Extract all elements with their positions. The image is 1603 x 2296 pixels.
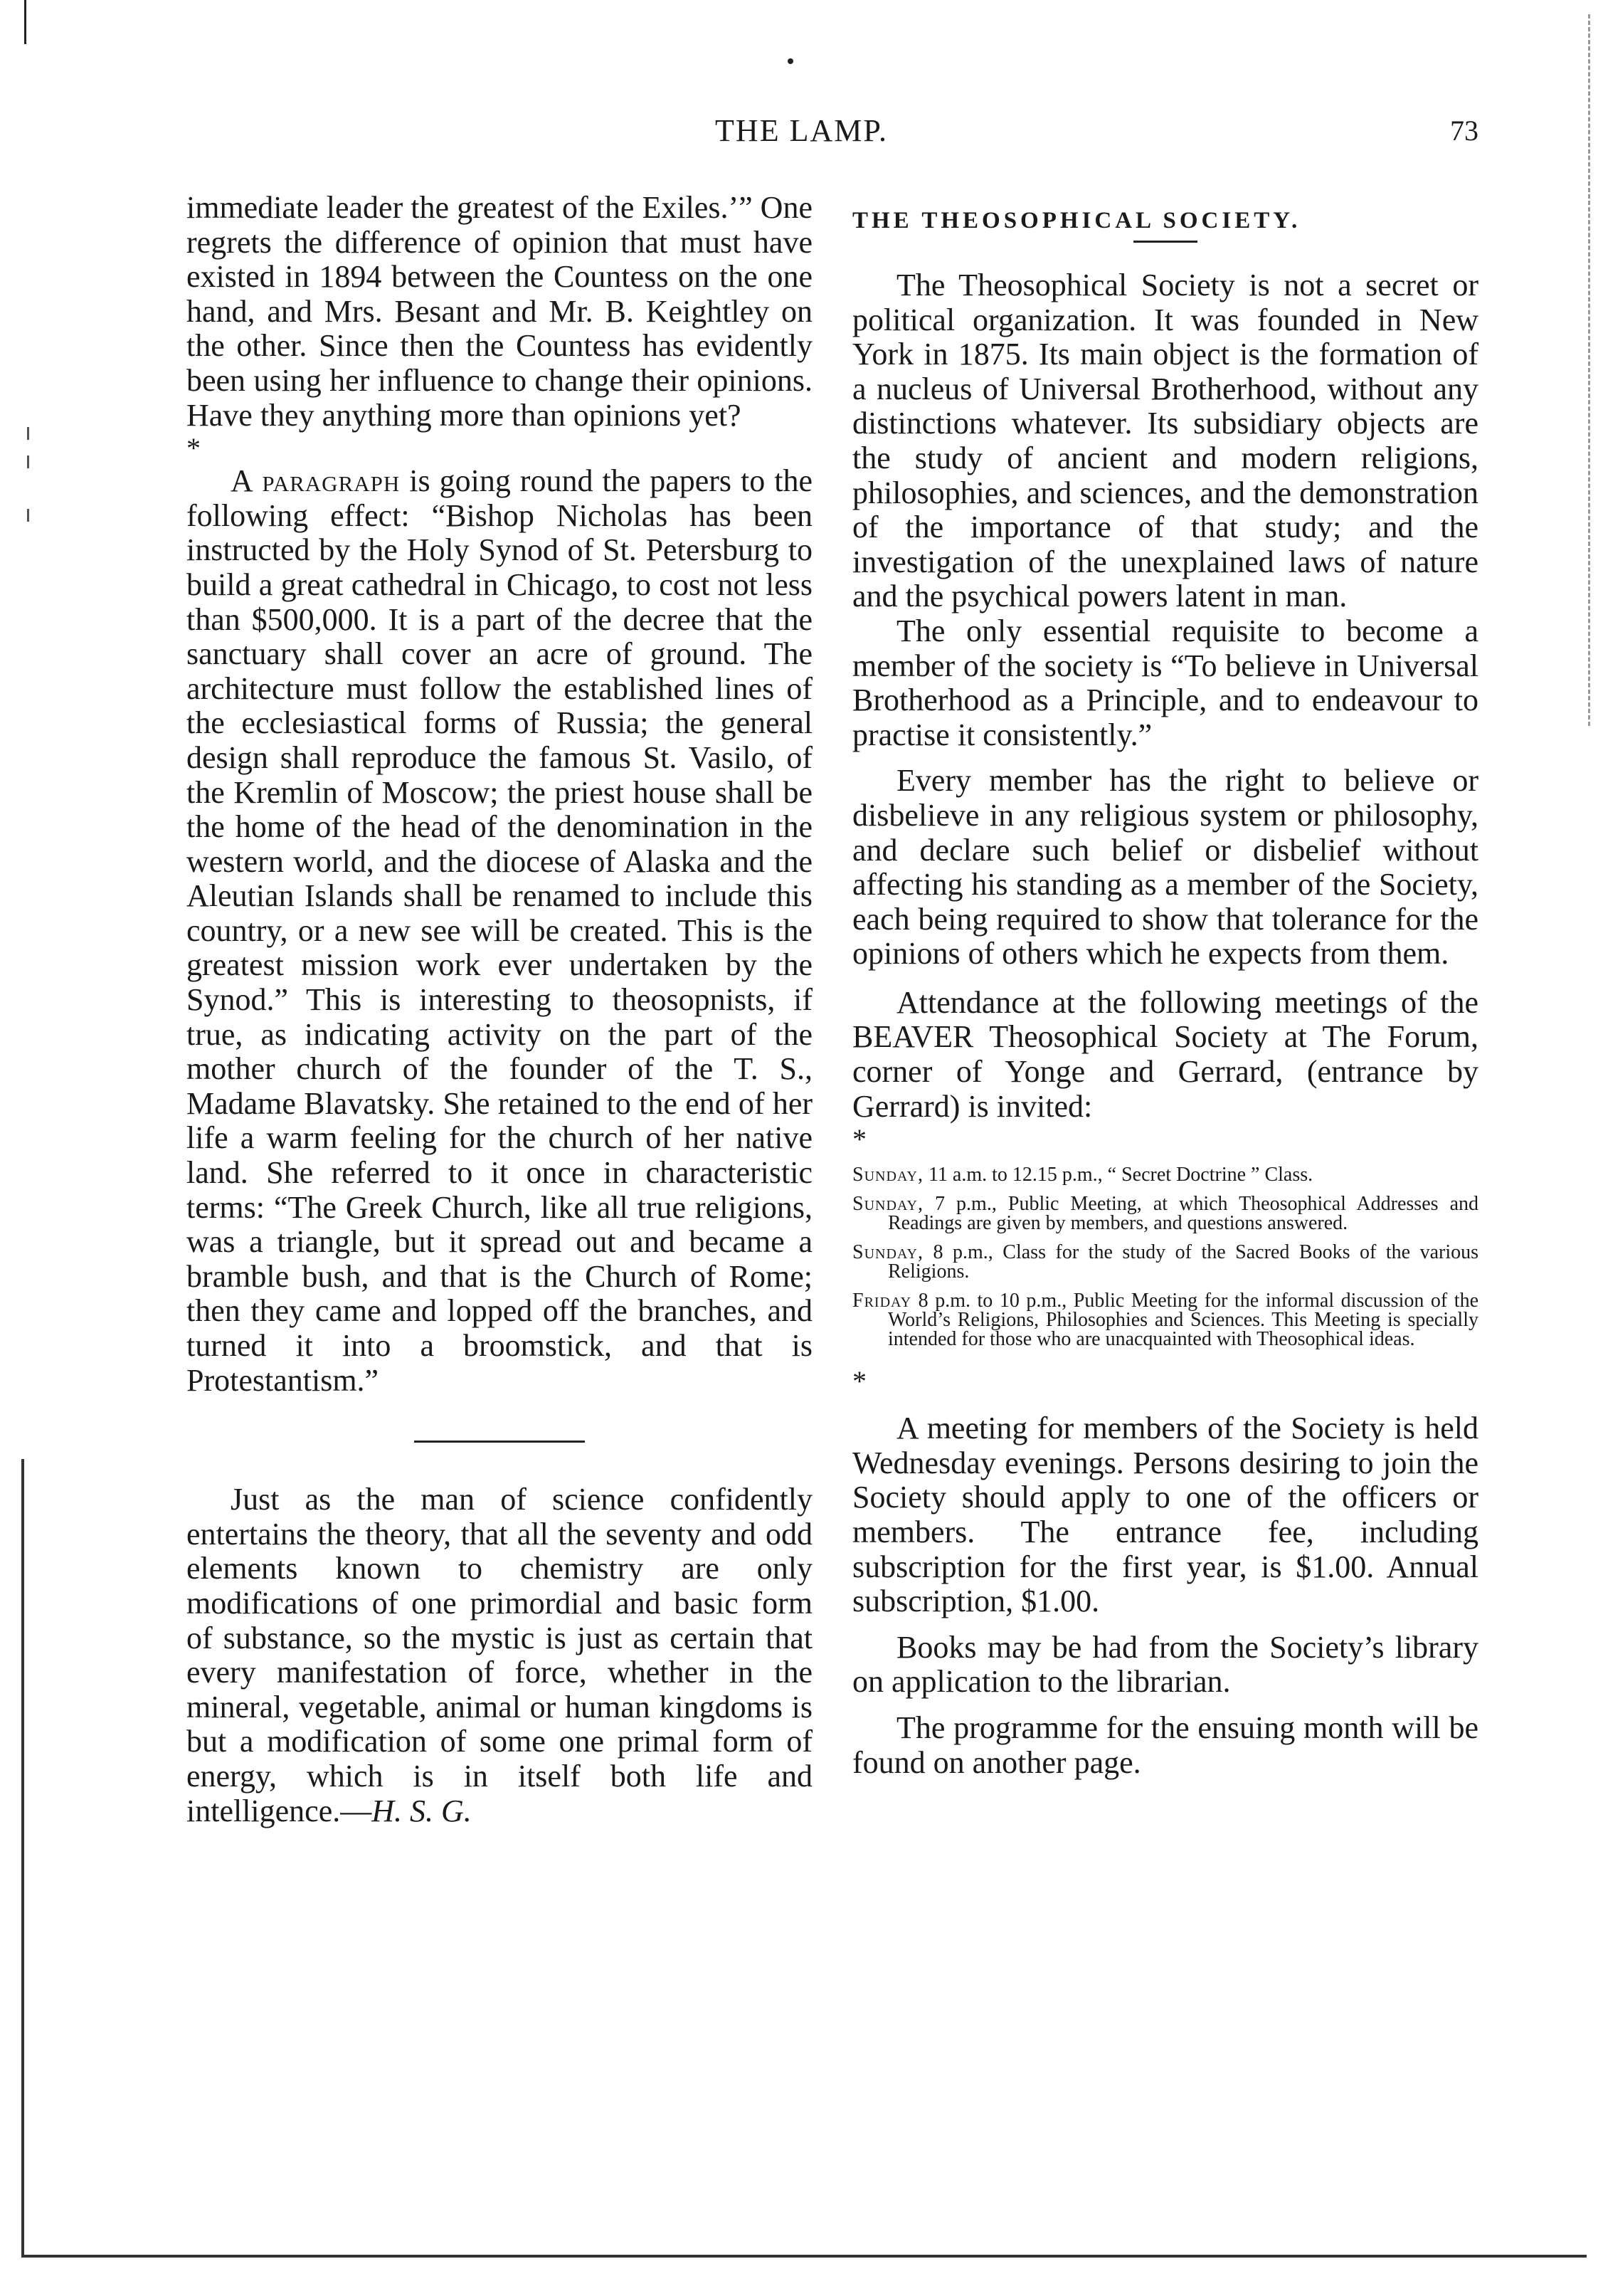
meeting-day: Friday <box>852 1290 912 1312</box>
meeting-item <box>852 1165 1478 1184</box>
meeting-text: 11 a.m. to 12.15 p.m., “ Secret Doctrine ” Class. <box>923 1164 1313 1186</box>
right-paragraph-7: The programme for the ensuing month will be found on another page. <box>852 1710 1478 1780</box>
meeting-text: 7 p.m., Public Meeting, at which Theosophical Addresses and Readings are given by members, and questions answered. <box>888 1193 1478 1235</box>
article-title: THE THEOSOPHICAL SOCIETY. <box>852 208 1301 233</box>
right-paragraph-6: Books may be had from the Society’s library on application to the librarian. <box>852 1629 1478 1700</box>
meeting-item <box>852 1194 1478 1233</box>
author-signature: H. S. G. <box>371 1793 472 1828</box>
meeting-day: Sunday, <box>852 1241 924 1264</box>
left-column <box>186 191 813 1828</box>
meeting-text: 8 p.m. to 10 p.m., Public Meeting for the informal discussion of the World’s Religions, Philosophies and Sciences. This Meeting is specially intended for those who are unacquainted with Theosophical ideas. <box>888 1290 1478 1351</box>
right-paragraph-4: Attendance at the following meetings of the BEAVER Theosophical Society at The Forum, corner of Yonge and Gerrard, (entrance by Gerrard) is invited: <box>852 984 1478 1124</box>
paragraph-body: Just as the man of science confidently entertains the theory, that all the seventy and odd elements known to chemistry are only modifications of one primordial and basic form of substance, so the mystic is just as certain that every manifestation of force, whether in the mineral, vegetable, animal or human kingdoms is but a modification of some one primal form of energy, which is in itself both life and intelligence.— <box>186 1482 813 1828</box>
left-paragraph-3 <box>186 1483 813 1828</box>
section-star-separator: * <box>186 432 201 465</box>
meeting-day: Sunday, <box>852 1164 924 1186</box>
margin-mark <box>27 455 29 468</box>
paragraph-body: is going round the papers to the following effect: “Bishop Nicholas has been instructed by the Holy Synod of St. Petersburg to build a great cathedral in Chicago, to cost not less than $500,000. It is a part of the decree that the sanctuary shall cover an acre of ground. The architecture must follow the established lines of the ecclesiastical forms of Russia; the general design shall reproduce the famous St. Vasilo, of the Kremlin of Moscow; the priest house shall be the home of the head of the denomination in the western world, and the diocese of Alaska and the Aleutian Islands shall be renamed to include this country, or a new see will be created. This is the greatest mission work ever undertaken by the Synod.” This is interesting to theosopnists, if true, as indicating activity on the part of the mother church of the founder of the T. S., Madame Blavatsky. She retained to the end of her life a warm feeling for the church of her native land. She referred to it once in characteristic terms: “The Greek Church, like all true religions, was a triangle, but it spread out and became a bramble bush, and that is the Church of Rome; then they came and lopped off the branches, and turned it into a broomstick, and that is Protestantism.” <box>186 463 813 1398</box>
right-paragraph-3: Every member has the right to believe or disbelieve in any religious system or philosophy, and declare such belief or disbelief without affecting his standing as a member of the Society, each being required to show that tolerance for the opinions of others which he expects from them. <box>852 763 1478 971</box>
right-paragraph-1: The Theosophical Society is not a secret or political organization. It was founded in New York in 1875. Its main object is the formation of a nucleus of Universal Brotherhood, without any distinctions whatever. Its subsidiary objects are the study of ancient and modern religions, philosophies, and sciences, and the demonstration of the importance of that study; and the investigation of the unexplained laws of nature and the psychical powers latent in man. <box>852 268 1478 614</box>
right-column <box>852 191 1478 1780</box>
ink-dot <box>788 58 793 64</box>
margin-mark <box>27 427 29 440</box>
paragraph-lead-words: A paragraph <box>231 463 401 499</box>
section-star-separator: * <box>852 1365 867 1398</box>
left-paragraph-1: immediate leader the greatest of the Exiles.’” One regrets the difference of opinion that must have existed in 1894 between the Countess on the one hand, and Mrs. Besant and Mr. B. Keightley on the other. Since then the Countess has evidently been using her influence to change their opinions. Have they anything more than opinions yet? <box>186 190 813 433</box>
title-dash <box>1133 241 1197 243</box>
margin-mark <box>27 509 29 522</box>
meeting-day: Sunday, <box>852 1193 924 1216</box>
right-paragraph-2: The only essential requisite to become a member of the society is “To believe in Universal Brotherhood as a Principle, and to endeavour to practise it consistently.” <box>852 613 1478 752</box>
section-star-separator: * <box>852 1123 867 1156</box>
page-edge-mark <box>24 0 26 44</box>
page-edge-bottom <box>21 2255 1587 2258</box>
right-paragraph-5: A meeting for members of the Society is held Wednesday evenings. Persons desiring to join the Society should apply to one of the officers or members. The entrance fee, including subscription for the first year, is $1.00. Annual subscription, $1.00. <box>852 1411 1478 1619</box>
left-paragraph-2 <box>186 464 813 1398</box>
meeting-item <box>852 1291 1478 1349</box>
meeting-schedule <box>852 1165 1478 1349</box>
meeting-text: 8 p.m., Class for the study of the Sacred Books of the various Religions. <box>888 1241 1478 1283</box>
page-number: 73 <box>1450 115 1478 147</box>
running-head-title: THE LAMP. <box>715 113 888 148</box>
meeting-item <box>852 1243 1478 1281</box>
page-edge-left <box>21 1459 24 2256</box>
section-rule <box>414 1441 585 1443</box>
